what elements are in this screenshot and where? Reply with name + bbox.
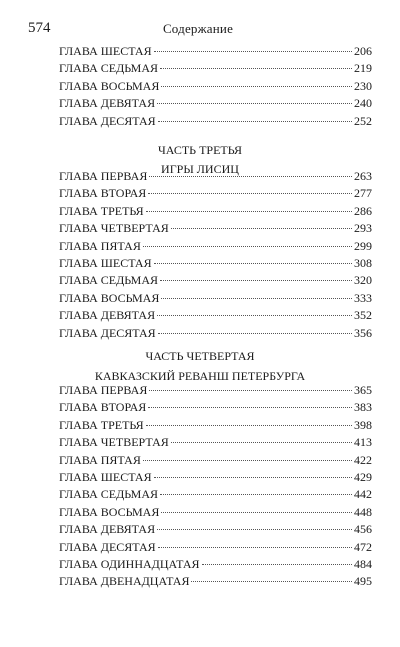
chapter-title: ГЛАВА ДВЕНАДЦАТАЯ xyxy=(59,574,190,589)
page-ref: 230 xyxy=(354,78,372,93)
toc-entry xyxy=(59,539,372,556)
toc-entry xyxy=(59,60,372,77)
toc-entry xyxy=(59,325,372,342)
chapter-title: ГЛАВА ТРЕТЬЯ xyxy=(59,203,144,218)
dot-leader xyxy=(160,494,352,495)
chapter-title: ГЛАВА ШЕСТАЯ xyxy=(59,44,152,58)
page-ref: 206 xyxy=(354,44,372,58)
page-ref: 356 xyxy=(354,325,372,340)
chapter-title: ГЛАВА ПЕРВАЯ xyxy=(59,383,148,397)
chapter-title: ГЛАВА ТРЕТЬЯ xyxy=(59,417,144,432)
page-ref: 495 xyxy=(354,574,372,589)
page-ref: 429 xyxy=(354,469,372,484)
dot-leader xyxy=(148,193,352,194)
dot-leader xyxy=(149,390,352,391)
chapter-title: ГЛАВА ОДИННАДЦАТАЯ xyxy=(59,556,200,571)
toc-list xyxy=(59,382,372,591)
part-title: ИГРЫ ЛИСИЦ xyxy=(161,162,239,176)
page-ref: 320 xyxy=(354,273,372,288)
chapter-title: ГЛАВА ВОСЬМАЯ xyxy=(59,504,160,519)
toc-entry xyxy=(59,504,372,521)
page-ref: 448 xyxy=(354,504,372,519)
running-title: Содержание xyxy=(162,21,234,36)
chapter-title: ГЛАВА СЕДЬМАЯ xyxy=(59,61,159,76)
chapter-title: ГЛАВА ЧЕТВЕРТАЯ xyxy=(59,221,169,236)
toc-entry xyxy=(59,43,372,60)
page-ref: 456 xyxy=(354,522,372,537)
toc-list xyxy=(59,43,372,130)
dot-leader xyxy=(171,442,352,443)
dot-leader xyxy=(157,315,352,316)
toc-entry xyxy=(59,417,372,434)
page-ref: 484 xyxy=(354,556,372,571)
chapter-title: ГЛАВА ДЕВЯТАЯ xyxy=(59,96,156,111)
toc-entry xyxy=(59,220,372,237)
page-number: 574 xyxy=(28,20,51,36)
toc-entry xyxy=(59,382,372,399)
chapter-title: ГЛАВА ЧЕТВЕРТАЯ xyxy=(59,435,169,450)
dot-leader xyxy=(154,477,352,478)
page-ref: 308 xyxy=(354,255,372,270)
toc-list xyxy=(59,168,372,342)
dot-leader xyxy=(148,407,352,408)
dot-leader xyxy=(154,263,352,264)
dot-leader xyxy=(161,298,352,299)
page-ref: 472 xyxy=(354,539,372,554)
dot-leader xyxy=(157,103,352,104)
toc-entry xyxy=(59,95,372,112)
chapter-title: ГЛАВА ВТОРАЯ xyxy=(59,400,147,415)
chapter-title: ГЛАВА ШЕСТАЯ xyxy=(59,255,152,270)
dot-leader xyxy=(161,86,352,87)
toc-entry xyxy=(59,307,372,324)
dot-leader xyxy=(160,280,352,281)
page-ref: 277 xyxy=(354,186,372,201)
toc-entry xyxy=(59,521,372,538)
chapter-title: ГЛАВА ПЯТАЯ xyxy=(59,238,141,253)
toc-entry xyxy=(59,399,372,416)
page-ref: 413 xyxy=(354,435,372,450)
chapter-title: ГЛАВА ВТОРАЯ xyxy=(59,186,147,201)
dot-leader xyxy=(154,51,352,52)
toc-entry xyxy=(59,203,372,220)
chapter-title: ГЛАВА ДЕСЯТАЯ xyxy=(59,539,156,554)
toc-entry xyxy=(59,272,372,289)
page-ref: 240 xyxy=(354,96,372,111)
page-ref: 398 xyxy=(354,417,372,432)
toc-entry xyxy=(59,238,372,255)
chapter-title: ГЛАВА ПЕРВАЯ xyxy=(59,169,148,183)
toc-entry xyxy=(59,469,372,486)
dot-leader xyxy=(158,547,352,548)
chapter-title: ГЛАВА ДЕВЯТАЯ xyxy=(59,522,156,537)
toc-entry xyxy=(59,168,372,185)
toc-entry xyxy=(59,113,372,130)
toc-entry xyxy=(59,573,372,590)
page-ref: 286 xyxy=(354,203,372,218)
page-ref: 442 xyxy=(354,487,372,502)
dot-leader xyxy=(161,512,352,513)
dot-leader xyxy=(157,529,352,530)
chapter-title: ГЛАВА ПЯТАЯ xyxy=(59,452,141,467)
chapter-title: ГЛАВА СЕДЬМАЯ xyxy=(59,487,159,502)
toc-entry xyxy=(59,452,372,469)
page-ref: 365 xyxy=(354,383,372,397)
chapter-title: ГЛАВА ВОСЬМАЯ xyxy=(59,290,160,305)
chapter-title: ГЛАВА ДЕСЯТАЯ xyxy=(59,113,156,128)
toc-entry xyxy=(59,556,372,573)
page-ref: 352 xyxy=(354,308,372,323)
dot-leader xyxy=(143,246,352,247)
toc-entry xyxy=(59,255,372,272)
chapter-title: ГЛАВА ДЕВЯТАЯ xyxy=(59,308,156,323)
chapter-title: ГЛАВА ШЕСТАЯ xyxy=(59,469,152,484)
dot-leader xyxy=(143,460,352,461)
page-header xyxy=(28,20,368,40)
page-ref: 293 xyxy=(354,221,372,236)
dot-leader xyxy=(146,211,352,212)
dot-leader xyxy=(160,68,352,69)
page-ref: 299 xyxy=(354,238,372,253)
page-ref: 333 xyxy=(354,290,372,305)
page-ref: 383 xyxy=(354,400,372,415)
part-label: ЧАСТЬ ТРЕТЬЯ xyxy=(157,143,242,157)
toc-entry xyxy=(59,185,372,202)
dot-leader xyxy=(149,176,352,177)
toc-entry xyxy=(59,78,372,95)
chapter-title: ГЛАВА СЕДЬМАЯ xyxy=(59,273,159,288)
chapter-title: ГЛАВА ВОСЬМАЯ xyxy=(59,78,160,93)
chapter-title: ГЛАВА ДЕСЯТАЯ xyxy=(59,325,156,340)
page-ref: 219 xyxy=(354,61,372,76)
part-label: ЧАСТЬ ЧЕТВЕРТАЯ xyxy=(145,349,255,363)
dot-leader xyxy=(202,564,352,565)
dot-leader xyxy=(146,425,352,426)
toc-entry xyxy=(59,486,372,503)
page-ref: 422 xyxy=(354,452,372,467)
toc-entry xyxy=(59,290,372,307)
dot-leader xyxy=(171,228,352,229)
dot-leader xyxy=(158,121,352,122)
dot-leader xyxy=(191,581,352,582)
part-title: КАВКАЗСКИЙ РЕВАНШ ПЕТЕРБУРГА xyxy=(94,369,306,383)
toc-entry xyxy=(59,434,372,451)
page-ref: 263 xyxy=(354,169,372,183)
page-ref: 252 xyxy=(354,113,372,128)
dot-leader xyxy=(158,333,352,334)
